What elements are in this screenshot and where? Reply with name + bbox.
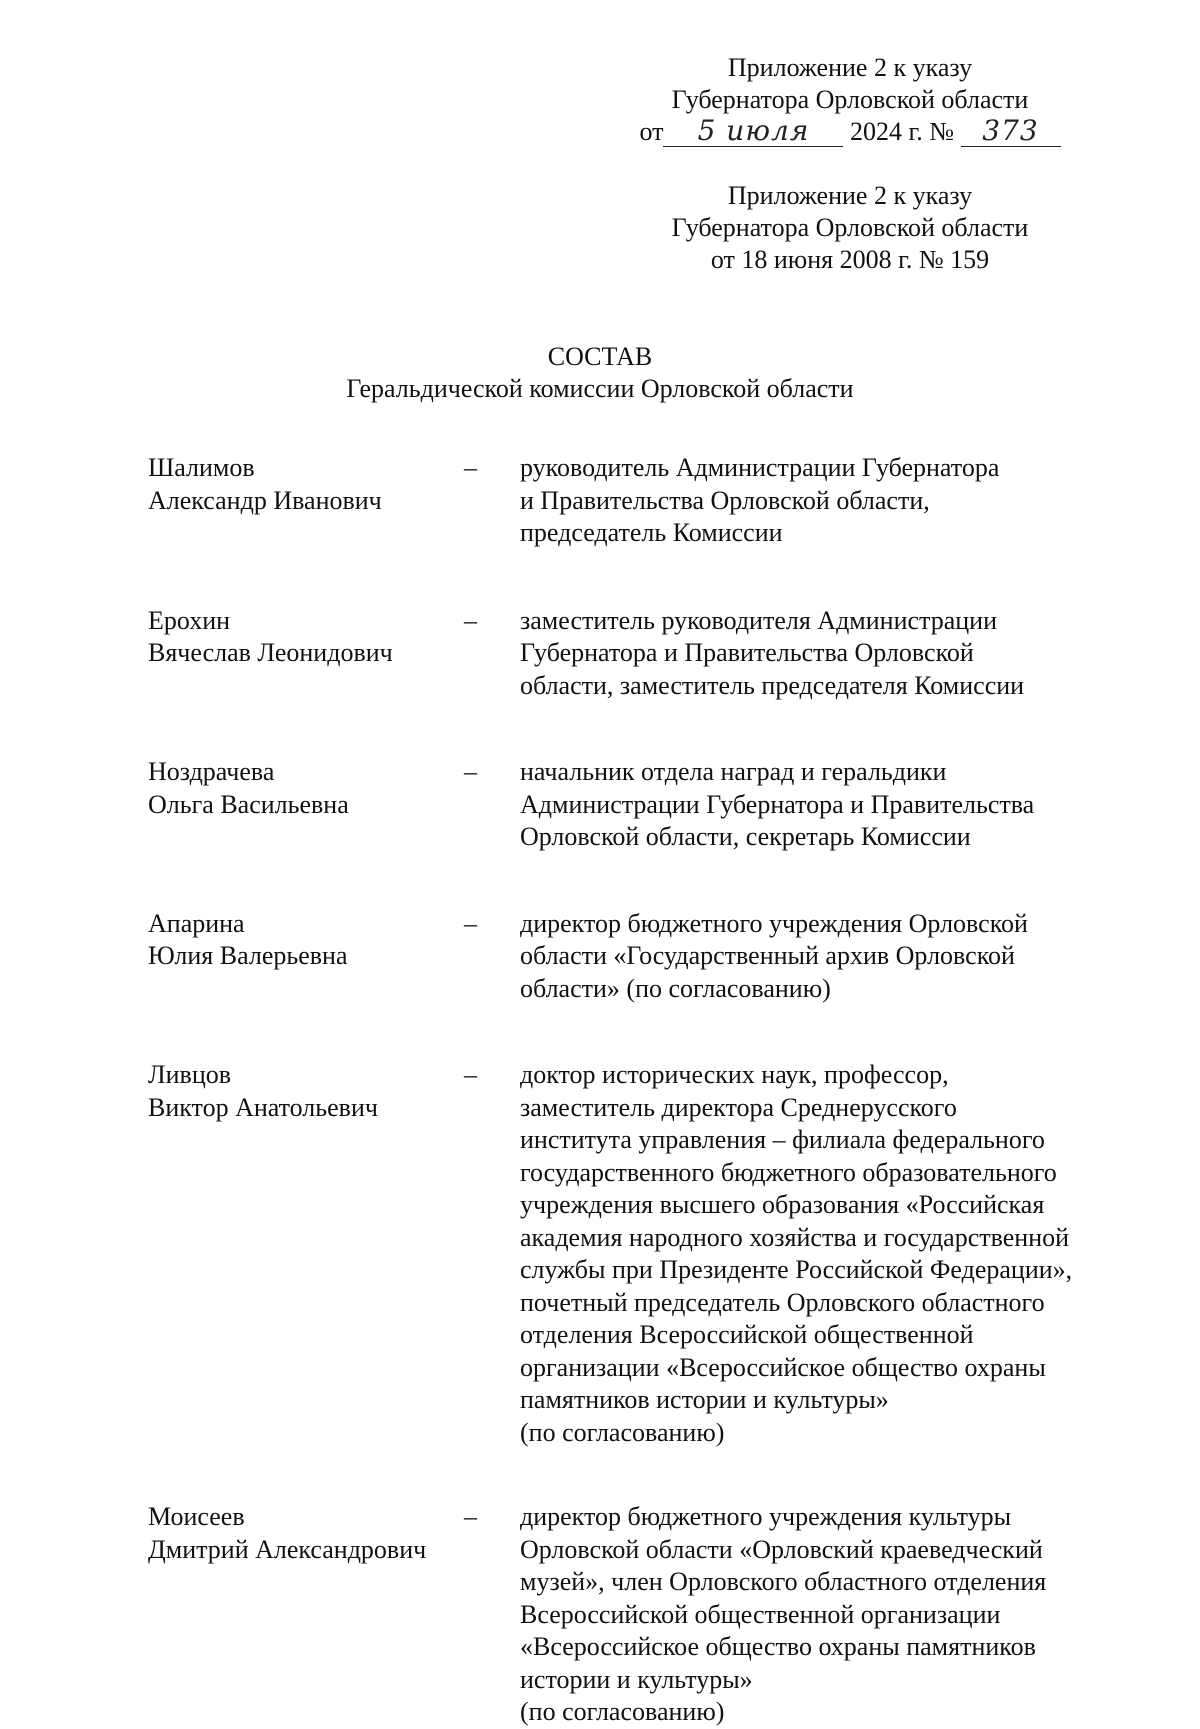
member-role: [520, 605, 1140, 703]
member-entry: [148, 908, 1148, 1006]
role-line: учреждения высшего образования «Российская: [520, 1190, 1045, 1219]
role-line: почетный председатель Орловского областного: [520, 1287, 1045, 1317]
appendix-original-line2: Губернатора Орловской области: [671, 213, 1029, 242]
member-given-names: Ольга Васильевна: [148, 789, 349, 819]
appendix-current-line1: Приложение 2 к указу: [727, 53, 973, 82]
role-line: академия народного хозяйства и государственной: [520, 1222, 1070, 1252]
appendix-current-date-line: [600, 116, 1100, 148]
role-line: отделения Всероссийской общественной: [520, 1320, 974, 1349]
member-given-names: Дмитрий Александрович: [148, 1534, 427, 1564]
member-entry: [148, 452, 1148, 550]
member-dash: –: [464, 757, 477, 786]
role-line: организации «Всероссийское общество охраны: [520, 1352, 1046, 1382]
member-dash: –: [464, 605, 477, 635]
member-name: [148, 908, 464, 1006]
role-line: (по согласованию): [520, 1417, 725, 1447]
role-line: и Правительства Орловской области,: [520, 485, 930, 515]
member-name: [148, 605, 464, 703]
role-line: государственного бюджетного образовательного: [520, 1157, 1057, 1187]
member-name: [148, 756, 464, 854]
member-role: [520, 1501, 1140, 1729]
member-role: [520, 908, 1140, 1006]
handwritten-date: 5 июля: [697, 114, 810, 147]
appendix-current-header: [600, 52, 1100, 148]
role-line: истории и культуры»: [520, 1664, 753, 1694]
role-line: начальник отдела наград и геральдики: [520, 757, 947, 786]
member-name: [148, 452, 464, 550]
member-surname: Ливцов: [148, 1060, 232, 1089]
appendix-original-line3: от 18 июня 2008 г. № 159: [710, 245, 990, 274]
member-surname: Апарина: [148, 908, 245, 938]
member-surname: Моисеев: [148, 1502, 245, 1531]
member-name: [148, 1501, 464, 1729]
member-role: [520, 1059, 1140, 1449]
member-role: [520, 452, 1140, 550]
date-prefix: от: [639, 117, 664, 146]
role-line: (по согласованию): [520, 1697, 725, 1726]
appendix-current-line2: Губернатора Орловской области: [671, 85, 1029, 114]
member-given-names: Юлия Валерьевна: [148, 941, 348, 970]
member-entry: [148, 756, 1148, 854]
year-text: 2024 г. №: [849, 117, 955, 146]
members-list: [148, 452, 1148, 1729]
role-line: Орловской области «Орловский краеведческий: [520, 1534, 1043, 1564]
member-role: [520, 756, 1140, 854]
role-line: заместитель директора Среднерусского: [520, 1092, 957, 1122]
title-main: СОСТАВ: [547, 342, 653, 371]
role-line: области» (по согласованию): [520, 973, 831, 1003]
role-line: председатель Комиссии: [520, 518, 783, 547]
role-line: Орловской области, секретарь Комиссии: [520, 822, 971, 851]
member-entry: [148, 1501, 1148, 1729]
role-line: института управления – филиала федерального: [520, 1125, 1045, 1154]
member-dash: –: [464, 1502, 477, 1531]
role-line: Всероссийской общественной организации: [520, 1599, 1001, 1629]
role-line: памятников истории и культуры»: [520, 1385, 889, 1414]
role-line: доктор исторических наук, профессор,: [520, 1060, 949, 1089]
role-line: заместитель руководителя Администрации: [520, 605, 998, 635]
role-line: Администрации Губернатора и Правительства: [520, 789, 1035, 819]
title-subtitle: Геральдической комиссии Орловской области: [346, 374, 854, 403]
member-entry: [148, 605, 1148, 703]
role-line: директор бюджетного учреждения Орловской: [520, 908, 1028, 938]
handwritten-number: 373: [982, 114, 1039, 147]
appendix-original-header: [600, 180, 1100, 276]
role-line: руководитель Администрации Губернатора: [520, 453, 1000, 482]
role-line: музей», член Орловского областного отделения: [520, 1567, 1047, 1596]
member-surname: Ерохин: [148, 605, 231, 635]
member-surname: Шалимов: [148, 453, 255, 482]
role-line: директор бюджетного учреждения культуры: [520, 1502, 1012, 1531]
member-surname: Ноздрачева: [148, 757, 275, 786]
handwritten-date-field: [663, 114, 843, 147]
member-name: [148, 1059, 464, 1449]
handwritten-number-field: [961, 114, 1061, 147]
member-dash: –: [464, 1060, 477, 1089]
role-line: службы при Президенте Российской Федерации»,: [520, 1255, 1073, 1284]
member-given-names: Вячеслав Леонидович: [148, 638, 393, 667]
document-title: [0, 341, 1200, 405]
member-given-names: Виктор Анатольевич: [148, 1092, 378, 1122]
appendix-original-line1: Приложение 2 к указу: [727, 181, 973, 210]
role-line: области «Государственный архив Орловской: [520, 941, 1015, 970]
member-entry: [148, 1059, 1148, 1449]
member-given-names: Александр Иванович: [148, 485, 382, 515]
role-line: «Всероссийское общество охраны памятников: [520, 1632, 1036, 1661]
member-dash: –: [464, 908, 477, 938]
role-line: Губернатора и Правительства Орловской: [520, 638, 974, 667]
member-dash: –: [464, 453, 477, 482]
role-line: области, заместитель председателя Комиссии: [520, 670, 1025, 700]
